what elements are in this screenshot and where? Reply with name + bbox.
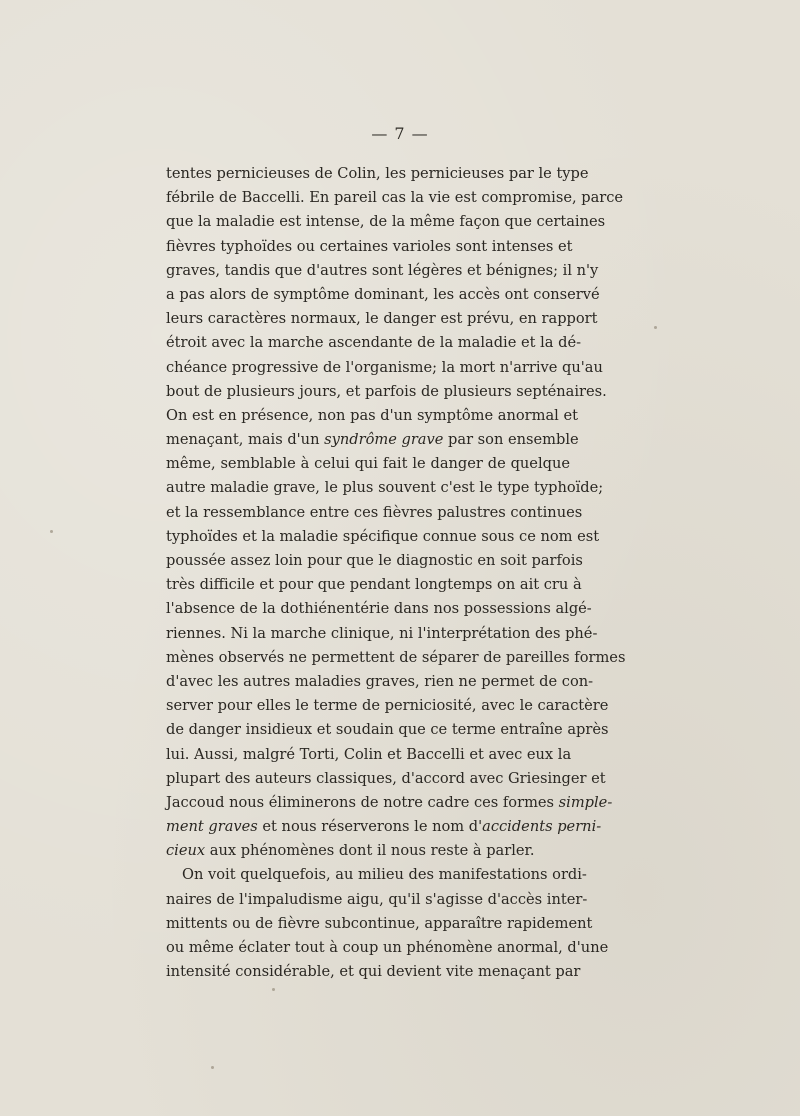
- text-line: que la maladie est intense, de la même façon que certaines: [166, 213, 606, 231]
- text-line: poussée assez loin pour que le diagnostic en soit parfois: [166, 552, 583, 569]
- italic-run: syndrôme grave: [324, 431, 444, 449]
- text-line: l'absence de la dothiénentérie dans nos possessions algé-: [166, 600, 592, 618]
- text-line: lui. Aussi, malgré Torti, Colin et Baccelli et avec eux la: [166, 745, 572, 763]
- text-line: bout de plusieurs jours, et parfois de plusieurs septénaires.: [166, 382, 607, 400]
- text-line: ou même éclater tout à coup un phénomène anormal, d'une: [166, 939, 609, 956]
- text-line: naires de l'impaludisme aigu, qu'il s'agisse d'accès inter-: [166, 890, 588, 908]
- paper-speck: [272, 988, 275, 991]
- text-run: Jaccoud nous éliminerons de notre cadre ces formes: [166, 793, 559, 811]
- text-line: typhoïdes et la maladie spécifique connue sous ce nom est: [166, 527, 600, 545]
- text-line: plupart des auteurs classiques, d'accord avec Griesinger et: [166, 769, 606, 787]
- text-line: autre maladie grave, le plus souvent c'est le type typhoïde;: [166, 479, 604, 497]
- text-line: [166, 839, 570, 863]
- text-run: menaçant, mais d'un: [166, 431, 325, 449]
- text-line: On est en présence, non pas d'un symptôme anormal et: [166, 406, 578, 424]
- text-line: d'avec les autres maladies graves, rien ne permet de con-: [166, 672, 594, 690]
- text-line: On voit quelquefois, au milieu des manifestations ordi-: [182, 866, 587, 884]
- body-text: [166, 162, 626, 984]
- paper-speck: [211, 1066, 214, 1069]
- text-line: graves, tandis que d'autres sont légères et bénignes; il n'y: [166, 261, 599, 279]
- paper-speck: [50, 530, 53, 533]
- text-line: très difficile et pour que pendant longtemps on ait cru à: [166, 576, 582, 594]
- text-line: a pas alors de symptôme dominant, les accès ont conservé: [166, 285, 600, 303]
- text-line: mènes observés ne permettent de séparer de pareilles formes: [166, 648, 626, 666]
- text-run: par son ensemble: [443, 431, 579, 449]
- text-line: fièvres typhoïdes ou certaines varioles sont intenses et: [166, 237, 573, 255]
- text-line: mittents ou de fièvre subcontinue, apparaître rapidement: [166, 914, 593, 932]
- page-number: — 7 —: [371, 124, 429, 143]
- text-line: même, semblable à celui qui fait le danger de quelque: [166, 455, 570, 473]
- text-run: aux phénomènes dont il nous reste à parler.: [205, 842, 535, 860]
- italic-run: simple-: [558, 793, 613, 811]
- text-line: intensité considérable, et qui devient vite menaçant par: [166, 963, 581, 981]
- italic-run: accidents perni-: [482, 818, 602, 836]
- text-line: [166, 428, 579, 452]
- text-line: server pour elles le terme de perniciosité, avec le caractère: [166, 697, 609, 715]
- text-line: de danger insidieux et soudain que ce terme entraîne après: [166, 721, 609, 739]
- text-line: et la ressemblance entre ces fièvres palustres continues: [166, 503, 583, 521]
- paper-speck: [654, 326, 657, 329]
- italic-run: ment graves: [166, 818, 258, 836]
- text-line: tentes pernicieuses de Colin, les pernicieuses par le type: [166, 165, 589, 182]
- text-line: chéance progressive de l'organisme; la mort n'arrive qu'au: [166, 358, 603, 376]
- text-run: et nous réserverons le nom d': [257, 818, 483, 836]
- text-line: riennes. Ni la marche clinique, ni l'interprétation des phé-: [166, 624, 598, 642]
- text-line: [166, 791, 613, 815]
- text-line: fébrile de Baccelli. En pareil cas la vie est compromise, parce: [166, 189, 624, 207]
- text-line: leurs caractères normaux, le danger est prévu, en rapport: [166, 310, 598, 328]
- text-line: étroit avec la marche ascendante de la maladie et la dé-: [166, 334, 582, 352]
- text-line: [166, 815, 602, 839]
- italic-run: cieux: [166, 842, 206, 860]
